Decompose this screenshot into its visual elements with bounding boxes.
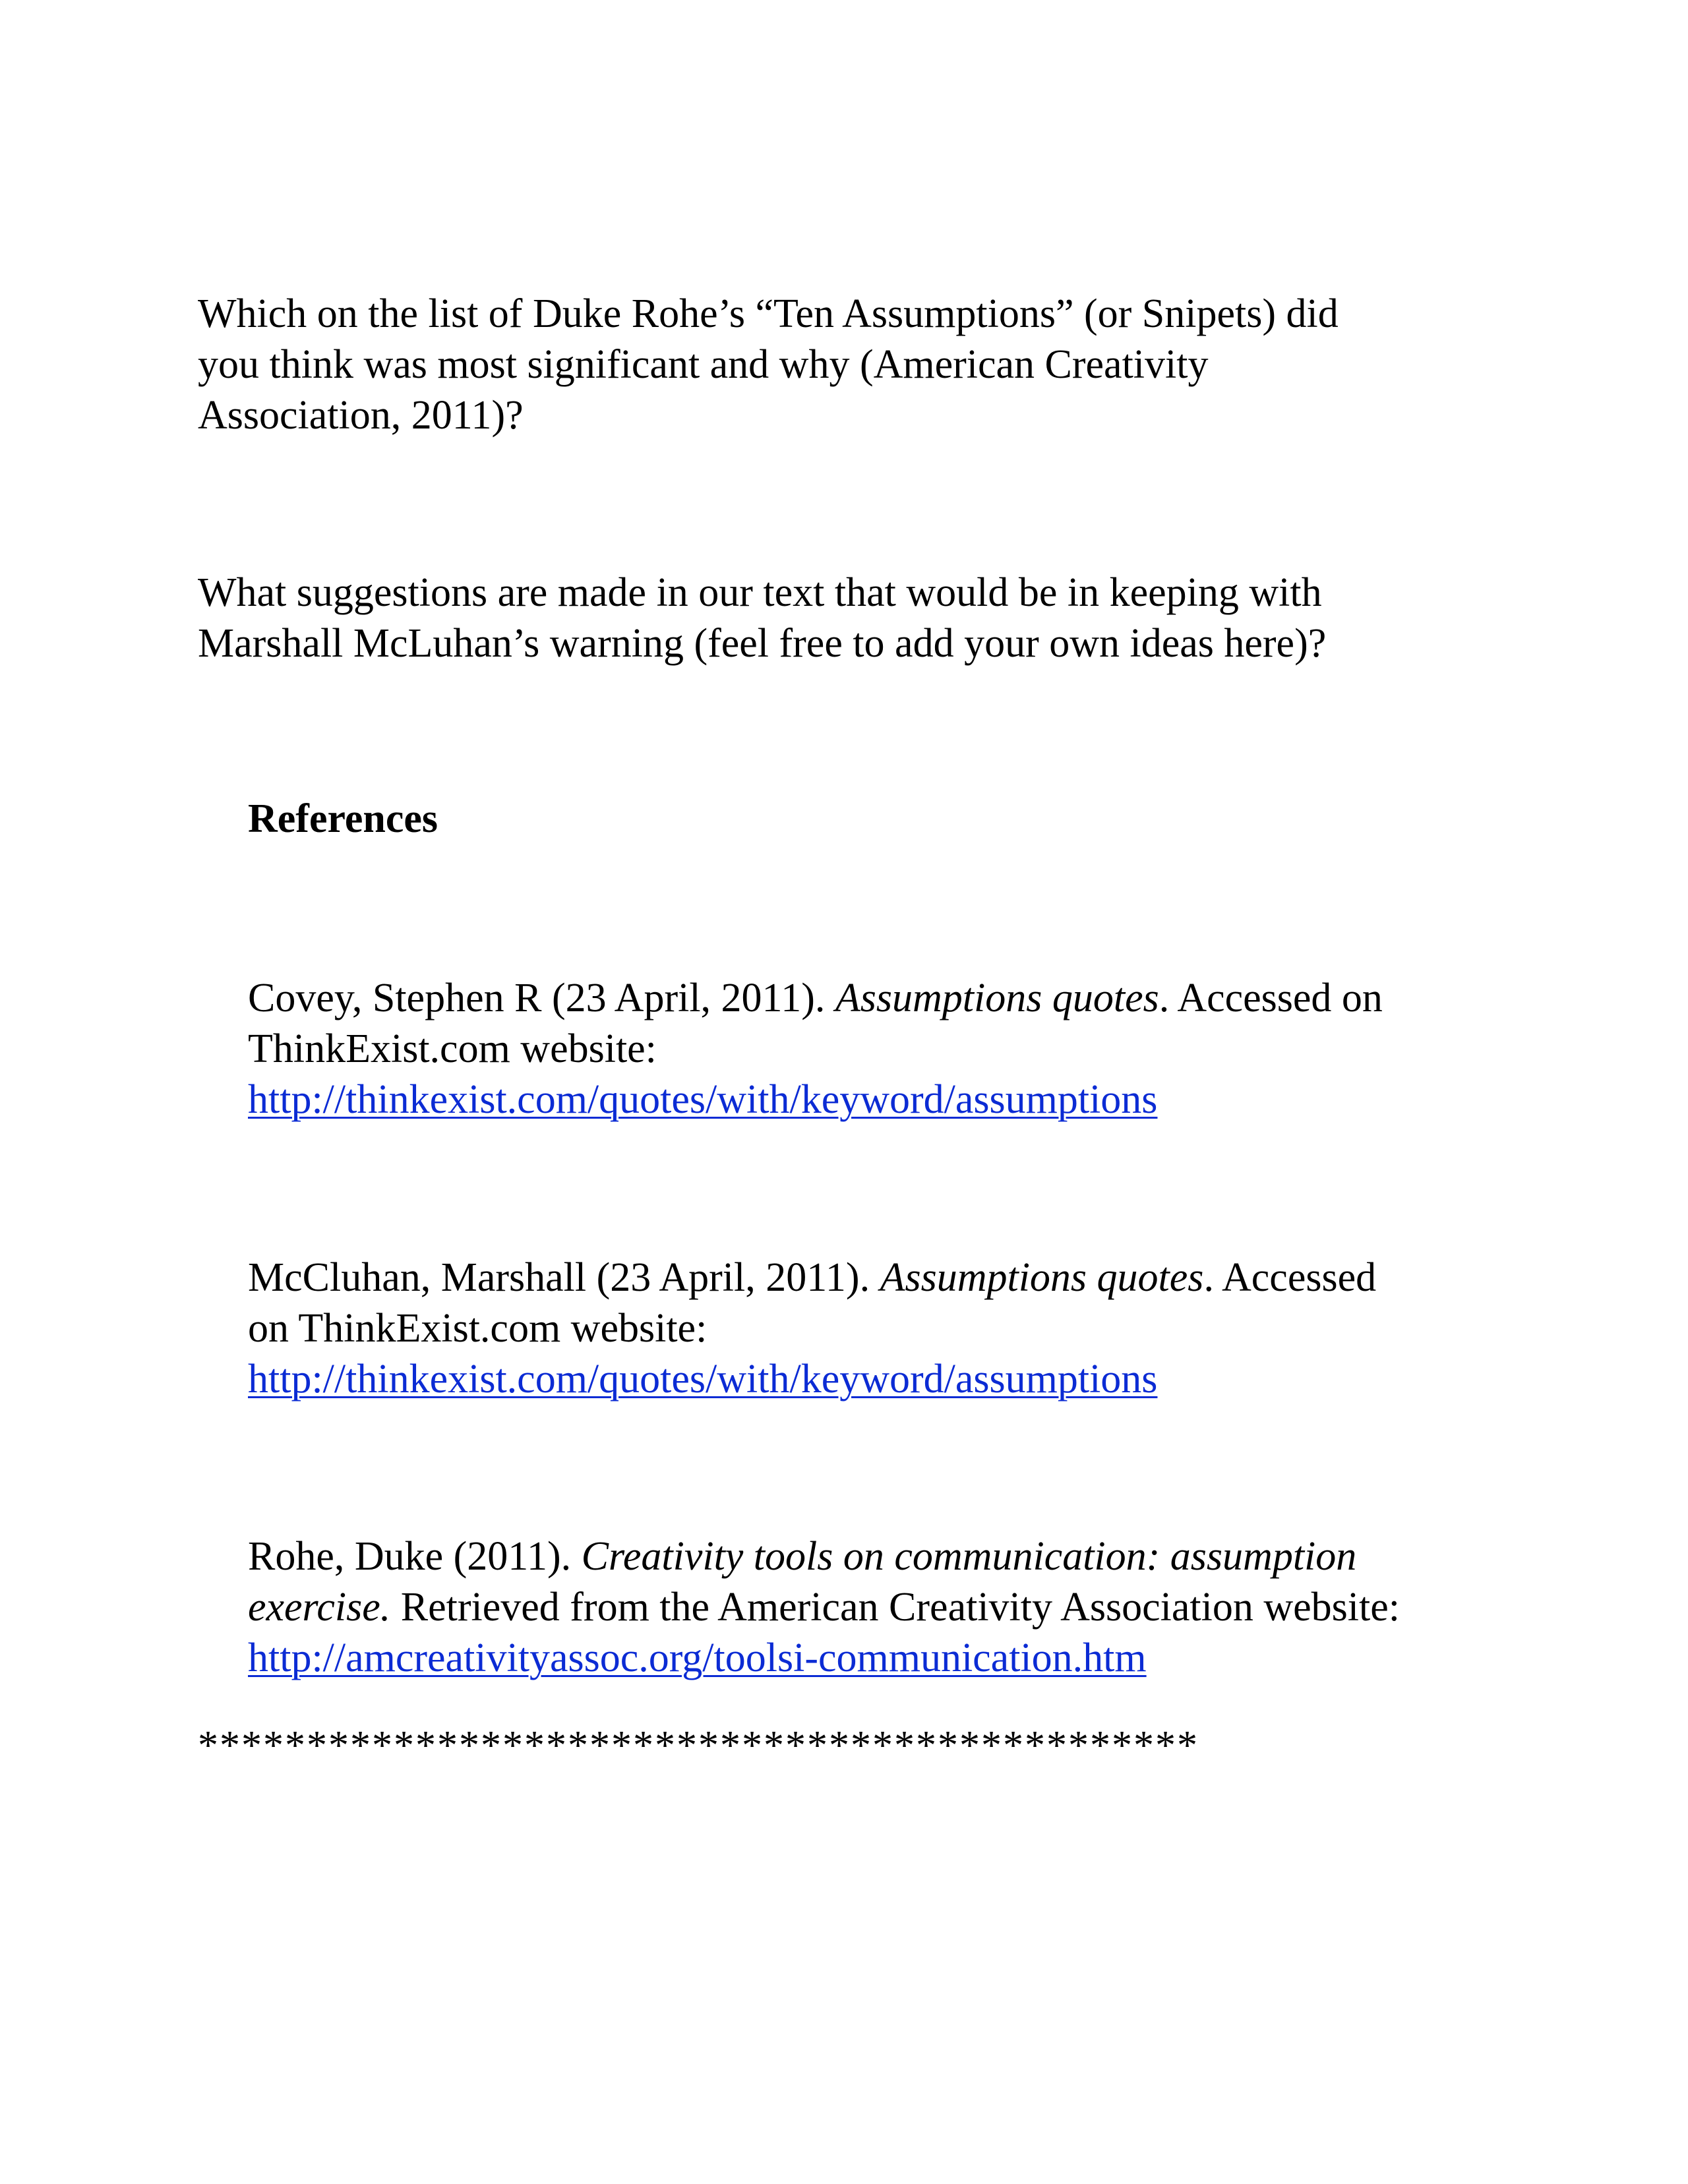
reference-3-title-part-1: Creativity tools on communication: assumption bbox=[581, 1534, 1357, 1579]
reference-1-url-link[interactable]: http://thinkexist.com/quotes/with/keyword/assumptions bbox=[248, 1077, 1158, 1122]
reference-3-source-note: Retrieved from the American Creativity Association website: bbox=[390, 1585, 1400, 1630]
reference-1-line-2: ThinkExist.com website: bbox=[248, 1026, 657, 1071]
reference-3-url-line bbox=[248, 1633, 1567, 1684]
reference-1-line-1 bbox=[248, 973, 1567, 1024]
question-1 bbox=[198, 289, 1517, 441]
asterisk-separator: ********************************************** bbox=[198, 1723, 1199, 1768]
reference-3-line-2 bbox=[248, 1582, 1567, 1633]
question-1-line-1: Which on the list of Duke Rohe’s “Ten Assumptions” (or Snipets) did bbox=[198, 291, 1339, 336]
question-1-line-3: Association, 2011)? bbox=[198, 393, 524, 438]
reference-2-title: Assumptions quotes bbox=[880, 1255, 1204, 1300]
reference-2-line-1 bbox=[248, 1253, 1567, 1303]
reference-2-line-2: on ThinkExist.com website: bbox=[248, 1306, 708, 1351]
reference-2-url-line bbox=[248, 1354, 1567, 1405]
reference-1-url-line bbox=[248, 1075, 1567, 1125]
question-2 bbox=[198, 568, 1517, 669]
reference-2-author-date: McCluhan, Marshall (23 April, 2011). bbox=[248, 1255, 880, 1300]
question-1-line-2: you think was most significant and why (American Creativity bbox=[198, 342, 1209, 387]
reference-2-access-note: . Accessed bbox=[1203, 1255, 1377, 1300]
question-2-line-2: Marshall McLuhan’s warning (feel free to add your own ideas here)? bbox=[198, 621, 1327, 666]
reference-3-url-link[interactable]: http://amcreativityassoc.org/toolsi-communication.htm bbox=[248, 1636, 1147, 1680]
reference-1-title: Assumptions quotes bbox=[835, 976, 1159, 1020]
reference-1-author-date: Covey, Stephen R (23 April, 2011). bbox=[248, 976, 835, 1020]
reference-2-url-link[interactable]: http://thinkexist.com/quotes/with/keyword/assumptions bbox=[248, 1357, 1158, 1402]
reference-3-line-1 bbox=[248, 1531, 1567, 1582]
reference-3-title-part-2: exercise. bbox=[248, 1585, 391, 1630]
references-heading: References bbox=[248, 796, 438, 841]
reference-entry-mccluhan bbox=[248, 1253, 1567, 1405]
question-2-line-1: What suggestions are made in our text that would be in keeping with bbox=[198, 570, 1322, 615]
reference-1-access-note: . Accessed on bbox=[1159, 976, 1383, 1020]
reference-entry-covey bbox=[248, 973, 1567, 1125]
reference-entry-rohe bbox=[248, 1531, 1567, 1684]
reference-3-author-date: Rohe, Duke (2011). bbox=[248, 1534, 582, 1579]
